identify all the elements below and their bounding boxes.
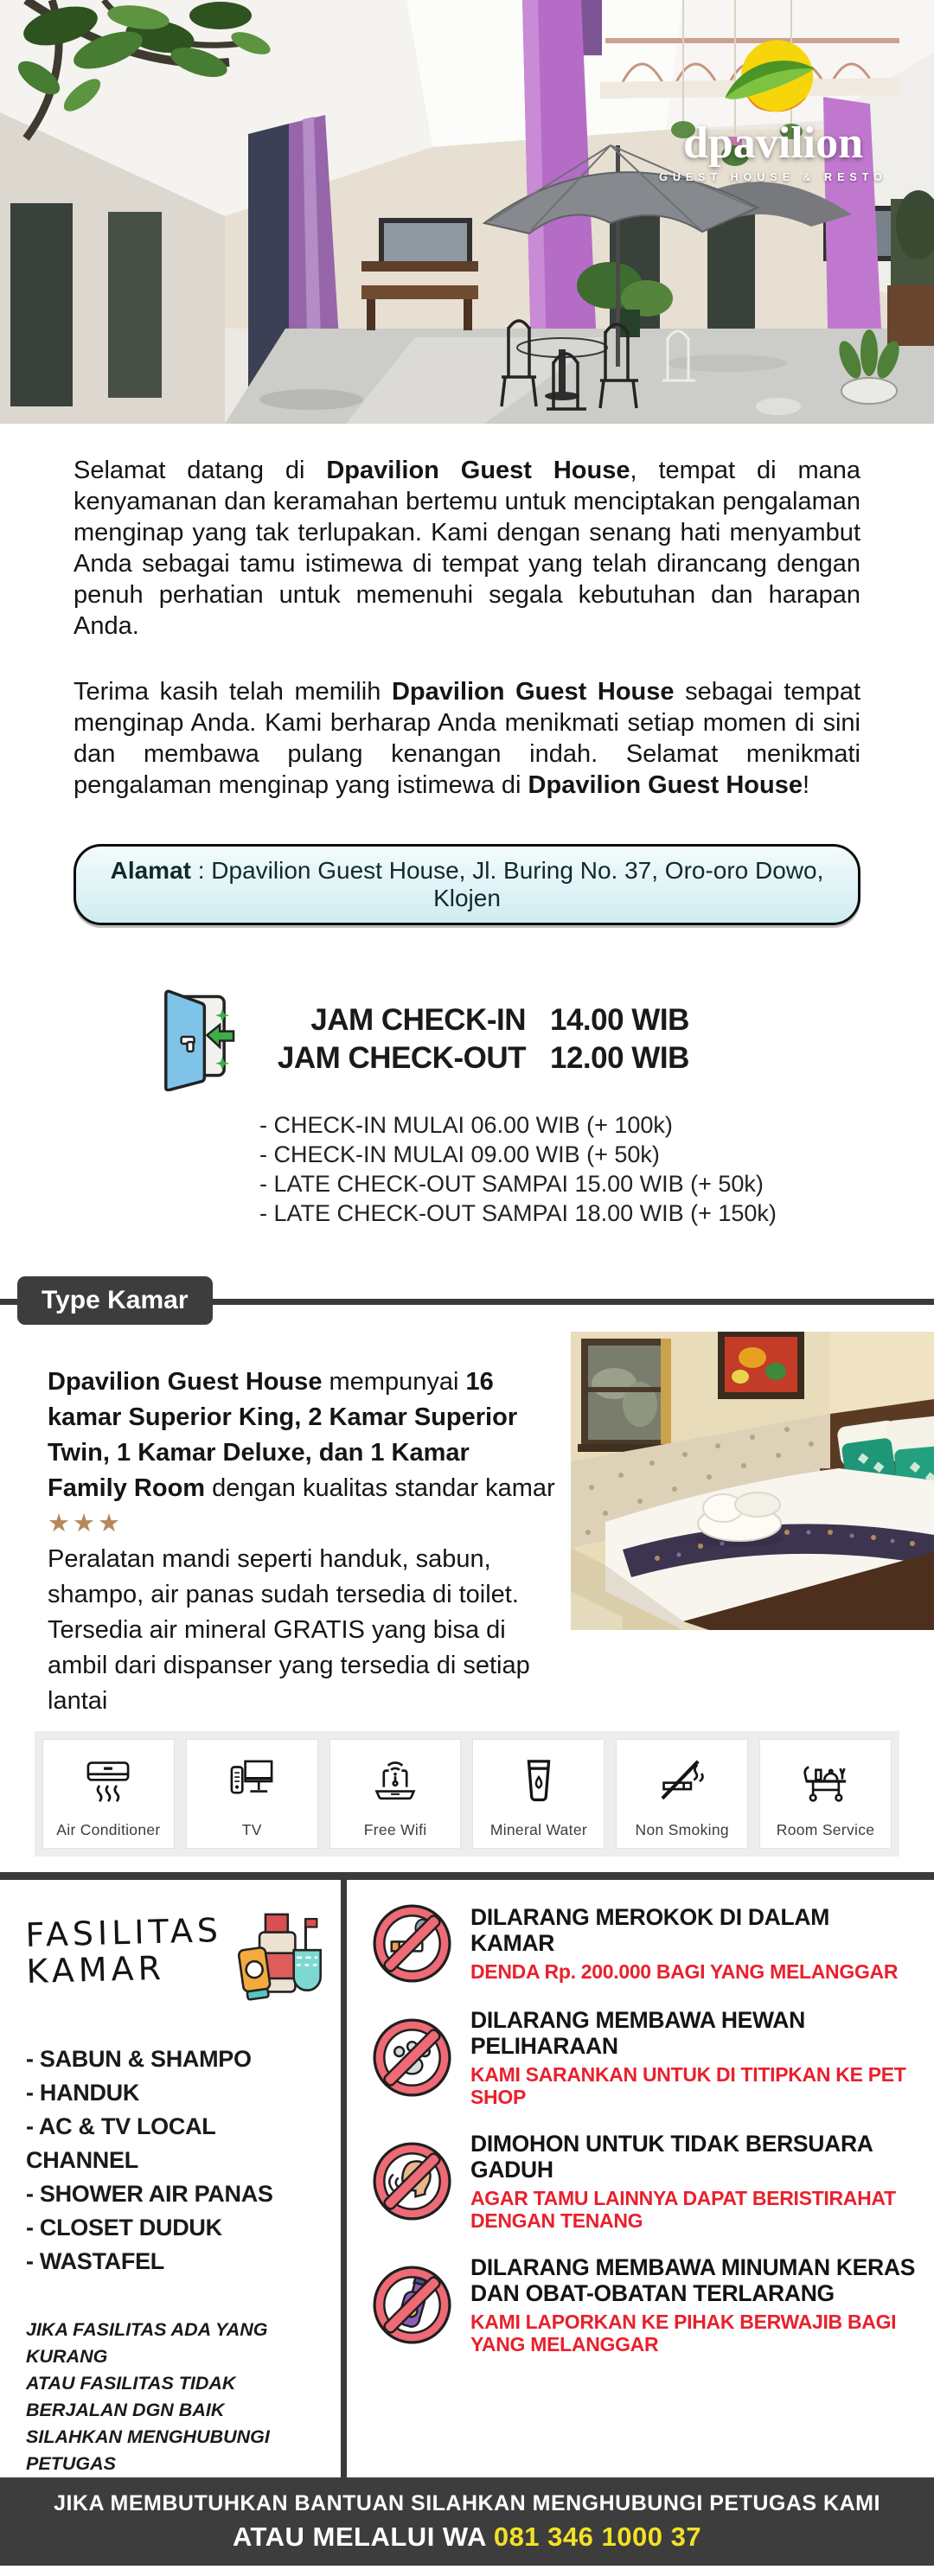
- whatsapp-number: 081 346 1000 37: [493, 2522, 702, 2552]
- toiletries-icon: [222, 1902, 327, 2022]
- no-noise-sign-icon: [371, 2140, 453, 2222]
- rule-no-noise: [371, 2131, 917, 2232]
- amenity-label: Room Service: [776, 1821, 875, 1838]
- address-pill: Alamat : Dpavilion Guest House, Jl. Buring No. 37, Oro-oro Dowo, Klojen: [74, 844, 860, 925]
- section-divider-line: [0, 1872, 934, 1880]
- brand-name: dpavilion: [682, 118, 864, 168]
- fee-item: - LATE CHECK-OUT SAMPAI 15.00 WIB (+ 50k): [259, 1171, 764, 1197]
- checkin-section: [147, 988, 934, 1091]
- air-conditioner-icon: [80, 1750, 137, 1812]
- mineral-water-icon: [510, 1750, 567, 1812]
- rule-text: DILARANG MEMBAWA HEWAN PELIHARAAN: [470, 2007, 805, 2059]
- amenity-label: Free Wifi: [363, 1821, 427, 1838]
- room-service-icon: [797, 1750, 854, 1812]
- checkout-row: [266, 1041, 689, 1076]
- fee-list: [259, 1110, 934, 1228]
- bedroom-photo: [571, 1332, 934, 1630]
- free-wifi-icon: [367, 1750, 424, 1812]
- room-type-badge: Type Kamar: [17, 1276, 213, 1325]
- facilities-note: JIKA FASILITAS ADA YANG KURANG ATAU FASILITAS TIDAK BERJALAN DGN BAIK SILAHKAN MENGHUBUNGI PETUGAS: [26, 2319, 270, 2474]
- amenity-card-air-conditioner: [42, 1739, 175, 1849]
- amenity-card-room-service: [759, 1739, 892, 1849]
- facilities-title: FASILITAS KAMAR: [24, 1911, 223, 1991]
- facility-item: - WASTAFEL: [26, 2248, 164, 2274]
- checkin-time: 14.00 WIB: [550, 1003, 689, 1037]
- welcome-paragraph-1: Selamat datang di Dpavilion Guest House, tempat di mana kenyamanan dan keramahan bertemu untuk menciptakan pengalaman menginap yang tak terlupakan. Kami dengan senang hati menyambut Anda sebagai tamu istimewa di tempat yang telah dirancang dengan penuh perhatian untuk memenuhi segala kebutuhan dan harapan Anda.: [74, 457, 861, 640]
- fee-item: - CHECK-IN MULAI 06.00 WIB (+ 100k): [259, 1112, 673, 1138]
- amenity-card-mineral-water: [472, 1739, 605, 1849]
- facility-item: - AC & TV LOCAL CHANNEL: [26, 2113, 215, 2173]
- facilities-list: [26, 2042, 330, 2279]
- rule-no-pets: [371, 2007, 917, 2108]
- checkout-time: 12.00 WIB: [550, 1041, 689, 1075]
- amenity-label: TV: [241, 1821, 262, 1838]
- facilities-and-rules-section: [0, 1880, 934, 2477]
- facility-item: - HANDUK: [26, 2080, 140, 2106]
- amenities-strip: [35, 1731, 899, 1857]
- rule-text: DIMOHON UNTUK TIDAK BERSUARA GADUH: [470, 2131, 873, 2183]
- no-smoking-sign-icon: [371, 1902, 453, 1985]
- facility-item: - CLOSET DUDUK: [26, 2215, 222, 2240]
- checkout-label: JAM CHECK-OUT: [277, 1041, 526, 1075]
- vertical-divider: [341, 1880, 347, 2477]
- rule-text: DILARANG MEMBAWA MINUMAN KERAS DAN OBAT-OBATAN TERLARANG: [470, 2254, 916, 2306]
- footer-gap: [0, 2566, 934, 2576]
- rule-no-alcohol: [371, 2254, 917, 2355]
- courtyard-photo: [0, 0, 934, 424]
- no-alcohol-sign-icon: [371, 2264, 453, 2346]
- rule-subtext: KAMI SARANKAN UNTUK DI TITIPKAN KE PET SHOP: [470, 2063, 906, 2108]
- facility-item: - SHOWER AIR PANAS: [26, 2181, 273, 2207]
- facility-item: - SABUN & SHAMPO: [26, 2046, 252, 2072]
- footer-wa-prefix: ATAU MELALUI WA: [232, 2522, 494, 2552]
- room-type-section-bar: [0, 1276, 934, 1326]
- footer-bar: [0, 2477, 934, 2566]
- checkin-label: JAM CHECK-IN: [310, 1003, 526, 1037]
- facilities-header: [26, 1902, 330, 2022]
- brand-logo: [643, 33, 903, 183]
- address-section: [0, 835, 934, 925]
- no-pets-sign-icon: [371, 2017, 453, 2099]
- amenity-label: Air Conditioner: [56, 1821, 161, 1838]
- amenity-card-free-wifi: [329, 1739, 462, 1849]
- amenity-card-non-smoking: [616, 1739, 748, 1849]
- amenity-label: Non Smoking: [635, 1821, 729, 1838]
- footer-contact-line: [0, 2522, 934, 2553]
- room-type-section: [0, 1326, 934, 1719]
- rule-subtext: KAMI LAPORKAN KE PIHAK BERWAJIB BAGI YANG MELANGGAR: [470, 2311, 897, 2355]
- facilities-column: [0, 1880, 341, 2477]
- fee-item: - LATE CHECK-OUT SAMPAI 18.00 WIB (+ 150k): [259, 1200, 777, 1226]
- non-smoking-icon: [654, 1750, 711, 1812]
- amenity-card-tv: [186, 1739, 318, 1849]
- rule-no-smoking: [371, 1902, 917, 1985]
- open-door-icon: [147, 988, 237, 1091]
- rule-text: DILARANG MEROKOK DI DALAM KAMAR: [470, 1904, 829, 1956]
- brand-tagline: GUEST HOUSE & RESTO: [659, 171, 887, 183]
- footer-help-text: JIKA MEMBUTUHKAN BANTUAN SILAHKAN MENGHUBUNGI PETUGAS KAMI: [54, 2491, 880, 2515]
- rule-subtext: DENDA Rp. 200.000 BAGI YANG MELANGGAR: [470, 1960, 899, 1983]
- welcome-paragraph-2: Terima kasih telah memilih Dpavilion Guest House sebagai tempat menginap Anda. Kami berharap Anda menikmati setiap momen di sini dan membawa pulang kenangan indah. Selamat menikmati pengalaman menginap yang istimewa di Dpavilion Guest House!: [74, 678, 861, 799]
- fee-item: - CHECK-IN MULAI 09.00 WIB (+ 50k): [259, 1141, 660, 1167]
- checkin-row: [266, 1003, 689, 1038]
- welcome-section: [0, 424, 934, 801]
- rules-column: [347, 1880, 934, 2477]
- rule-subtext: AGAR TAMU LAINNYA DAPAT BERISTIRAHAT DENGAN TENANG: [470, 2187, 896, 2232]
- tv-icon: [223, 1750, 280, 1812]
- amenity-label: Mineral Water: [489, 1821, 587, 1838]
- checkin-times: [266, 1000, 689, 1079]
- leaf-sun-logo-icon: [720, 33, 828, 126]
- room-description: Dpavilion Guest House mempunyai 16 kamar Superior King, 2 Kamar Superior Twin, 1 Kamar Deluxe, dan 1 Kamar Family Room dengan kualitas standar kamar ★★★ Peralatan mandi seperti handuk, sabun, shampo, air panas sudah tersedia di toilet. Tersedia air mineral GRATIS yang bisa di ambil dari dispanser yang tersedia di setiap lantai: [48, 1368, 555, 1715]
